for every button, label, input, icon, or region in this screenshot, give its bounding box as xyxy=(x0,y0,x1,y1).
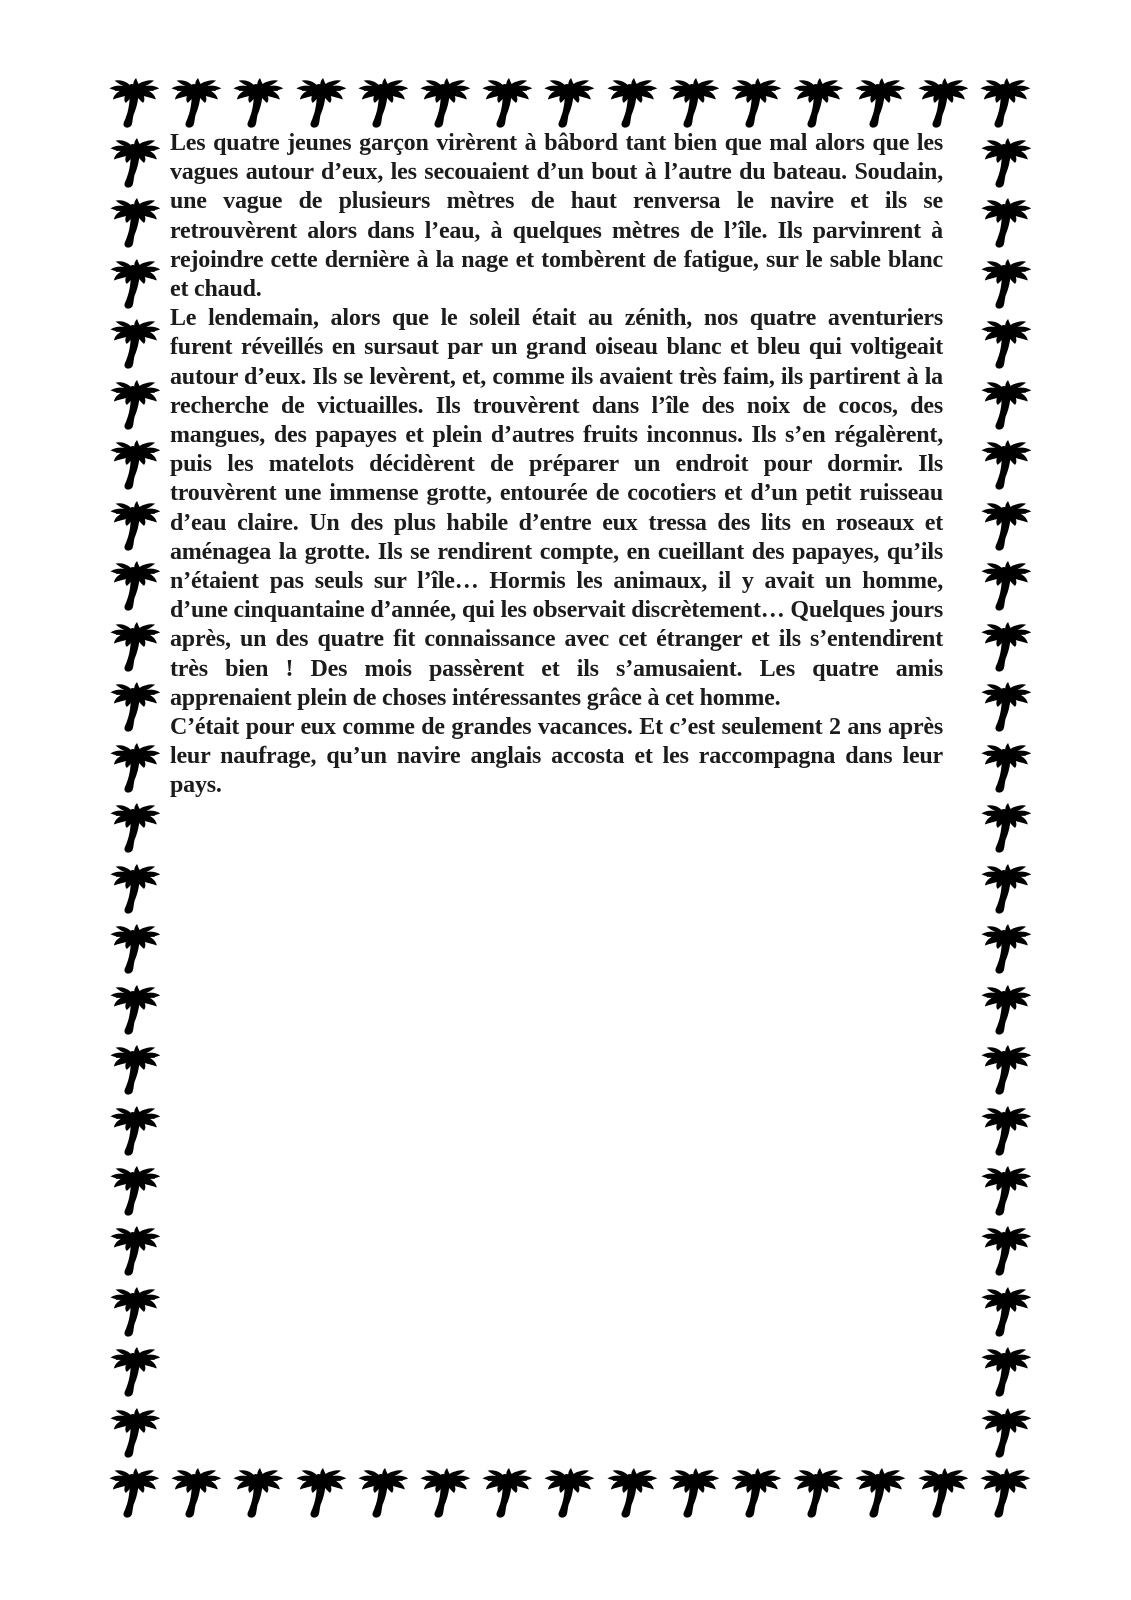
palm-tree-icon xyxy=(978,622,1033,677)
palm-tree-icon xyxy=(417,1468,472,1523)
palm-tree-icon xyxy=(978,138,1033,193)
palm-tree-icon xyxy=(790,1468,845,1523)
palm-tree-icon xyxy=(107,198,162,253)
palm-tree-icon xyxy=(978,1106,1033,1161)
palm-tree-icon xyxy=(666,1468,721,1523)
palm-tree-icon xyxy=(106,1468,161,1523)
palm-tree-icon xyxy=(977,1468,1032,1523)
palm-tree-icon xyxy=(107,743,162,798)
palm-tree-icon xyxy=(978,1408,1033,1463)
palm-tree-icon xyxy=(728,78,783,133)
palm-tree-icon xyxy=(977,78,1032,133)
palm-tree-icon xyxy=(915,78,970,133)
palm-tree-icon xyxy=(355,1468,410,1523)
palm-tree-icon xyxy=(978,1226,1033,1281)
palm-tree-icon xyxy=(541,78,596,133)
palm-tree-icon xyxy=(728,1468,783,1523)
palm-tree-icon xyxy=(541,1468,596,1523)
palm-tree-icon xyxy=(107,259,162,314)
palm-tree-icon xyxy=(978,259,1033,314)
palm-tree-icon xyxy=(107,985,162,1040)
palm-tree-icon xyxy=(978,1287,1033,1342)
palm-tree-icon xyxy=(978,440,1033,495)
palm-tree-icon xyxy=(978,1045,1033,1100)
palm-tree-icon xyxy=(107,803,162,858)
palm-border-right xyxy=(977,138,1033,1463)
palm-tree-icon xyxy=(355,78,410,133)
story-paragraph: Le lendemain, alors que le soleil était au zénith, nos quatre aventuriers furent réveillés en sursaut par un grand oiseau blanc et bleu qui voltigeait autour d’eux. Ils se levèrent, et, comme ils avaient très faim, ils partirent à la recherche de victuailles. Ils trouvèrent dans l’île des noix de cocos, des mangues, des papayes et plein d’autres fruits inconnus. Ils s’en régalèrent, puis les matelots décidèrent de préparer un endroit pour dormir. Ils trouvèrent une immense grotte, entourée de cocotiers et d’un petit ruisseau d’eau claire. Un des plus habile d’entre eux tressa des lits en roseaux et aménagea la grotte. Ils se rendirent compte, en cueillant des papayes, qu’ils n’étaient pas seuls sur l’île… Hormis les animaux, il y avait un homme, d’une cinquantaine d’année, qui les observait discrètement… Quelques jours après, un des quatre fit connaissance avec cet étranger et ils s’entendirent très bien ! Des mois passèrent et ils s’amusaient. Les quatre amis apprenaient plein de choses intéressantes grâce à cet homme. xyxy=(170,305,943,711)
palm-tree-icon xyxy=(107,1408,162,1463)
palm-tree-icon xyxy=(852,1468,907,1523)
palm-tree-icon xyxy=(978,924,1033,979)
palm-tree-icon xyxy=(479,78,534,133)
palm-tree-icon xyxy=(978,682,1033,737)
palm-tree-icon xyxy=(604,1468,659,1523)
palm-tree-icon xyxy=(978,501,1033,556)
palm-tree-icon xyxy=(230,78,285,133)
palm-tree-icon xyxy=(978,803,1033,858)
story-paragraph: Les quatre jeunes garçon virèrent à bâbord tant bien que mal alors que les vagues autour d’eux, les secouaient d’un bout à l’autre du bateau. Soudain, une vague de plusieurs mètres de haut renversa le navire et ils se retrouvèrent alors dans l’eau, à quelques mètres de l’île. Ils parvinrent à rejoindre cette dernière à la nage et tombèrent de fatigue, sur le sable blanc et chaud. xyxy=(170,130,943,303)
palm-tree-icon xyxy=(852,78,907,133)
palm-tree-icon xyxy=(604,78,659,133)
palm-tree-icon xyxy=(978,864,1033,919)
palm-tree-icon xyxy=(168,78,223,133)
palm-tree-icon xyxy=(978,985,1033,1040)
palm-tree-icon xyxy=(107,319,162,374)
palm-tree-icon xyxy=(107,501,162,556)
palm-tree-icon xyxy=(479,1468,534,1523)
palm-tree-icon xyxy=(107,138,162,193)
palm-tree-icon xyxy=(107,1166,162,1221)
palm-tree-icon xyxy=(107,622,162,677)
palm-border-left xyxy=(106,138,162,1463)
palm-tree-icon xyxy=(107,380,162,435)
palm-tree-icon xyxy=(790,78,845,133)
palm-tree-icon xyxy=(107,1045,162,1100)
palm-tree-icon xyxy=(417,78,472,133)
palm-tree-icon xyxy=(915,1468,970,1523)
palm-tree-icon xyxy=(293,78,348,133)
palm-tree-icon xyxy=(978,1166,1033,1221)
palm-tree-icon xyxy=(107,924,162,979)
palm-tree-icon xyxy=(978,319,1033,374)
palm-tree-icon xyxy=(106,78,161,133)
palm-tree-icon xyxy=(107,1347,162,1402)
palm-tree-icon xyxy=(978,561,1033,616)
palm-tree-icon xyxy=(666,78,721,133)
palm-tree-icon xyxy=(107,440,162,495)
palm-tree-icon xyxy=(107,561,162,616)
palm-tree-icon xyxy=(107,864,162,919)
palm-border-bottom xyxy=(106,1468,1032,1524)
palm-tree-icon xyxy=(978,198,1033,253)
palm-tree-icon xyxy=(107,1287,162,1342)
palm-tree-icon xyxy=(168,1468,223,1523)
palm-tree-icon xyxy=(107,1106,162,1161)
palm-tree-icon xyxy=(978,743,1033,798)
palm-border-top xyxy=(106,78,1032,134)
palm-tree-icon xyxy=(107,1226,162,1281)
palm-tree-icon xyxy=(293,1468,348,1523)
story-text xyxy=(170,129,943,801)
palm-tree-icon xyxy=(978,380,1033,435)
story-paragraph: C’était pour eux comme de grandes vacances. Et c’est seulement 2 ans après leur naufrage, qu’un navire anglais accosta et les raccompagna dans leur pays. xyxy=(170,714,943,799)
palm-tree-icon xyxy=(230,1468,285,1523)
palm-tree-icon xyxy=(107,682,162,737)
palm-tree-icon xyxy=(978,1347,1033,1402)
